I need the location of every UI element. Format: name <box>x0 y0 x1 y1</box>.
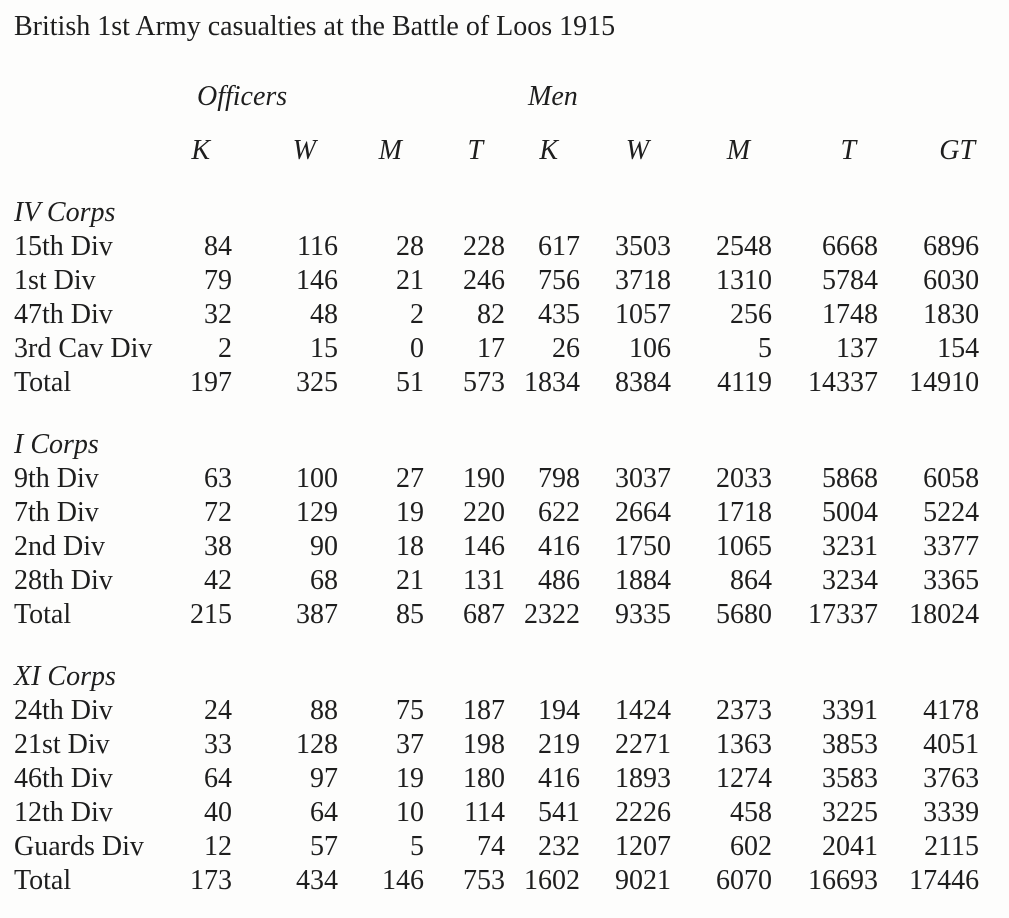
column-header-1-w: W <box>292 135 316 166</box>
cell-value: 6030 <box>923 265 980 296</box>
cell-value: 19 <box>396 497 424 528</box>
table-row <box>14 332 979 366</box>
row-label: 24th Div <box>14 695 113 726</box>
cell-value: 6896 <box>923 231 980 262</box>
row-label: 3rd Cav Div <box>14 333 153 364</box>
cell-value: 154 <box>937 333 980 364</box>
column-header-4-k: K <box>539 135 559 166</box>
cell-value: 197 <box>190 367 232 398</box>
cell-value: 19 <box>396 763 424 794</box>
column-header-5-w: W <box>625 135 650 166</box>
cell-value: 28 <box>396 231 424 262</box>
cell-value: 387 <box>296 599 338 630</box>
cell-value: 198 <box>463 729 506 760</box>
cell-value: 3503 <box>615 231 672 262</box>
spacer-cell <box>14 80 185 114</box>
cell-value: 5 <box>410 831 424 862</box>
cell-value: 5 <box>758 333 773 364</box>
table-row <box>14 830 979 864</box>
cell-value: 2373 <box>716 695 773 726</box>
cell-value: 3037 <box>615 463 672 494</box>
cell-value: 40 <box>204 797 232 828</box>
cell-value: 5784 <box>822 265 879 296</box>
section-header: IV Corps <box>14 197 116 228</box>
cell-value: 21 <box>396 565 424 596</box>
row-label: 7th Div <box>14 497 99 528</box>
cell-value: 51 <box>396 367 424 398</box>
cell-value: 100 <box>296 463 338 494</box>
cell-value: 219 <box>538 729 581 760</box>
cell-value: 6070 <box>716 865 773 896</box>
cell-value: 3231 <box>822 531 879 562</box>
cell-value: 215 <box>190 599 232 630</box>
row-label: Guards Div <box>14 831 144 862</box>
cell-value: 88 <box>310 695 338 726</box>
cell-value: 85 <box>396 599 424 630</box>
cell-value: 1718 <box>716 497 773 528</box>
cell-value: 38 <box>204 531 232 562</box>
cell-value: 97 <box>310 763 338 794</box>
cell-value: 5004 <box>822 497 879 528</box>
cell-value: 1065 <box>716 531 773 562</box>
cell-value: 5868 <box>822 463 879 494</box>
cell-value: 2 <box>410 299 424 330</box>
cell-value: 17 <box>477 333 506 364</box>
row-label: 2nd Div <box>14 531 105 562</box>
cell-value: 8384 <box>615 367 672 398</box>
cell-value: 64 <box>310 797 338 828</box>
group-header-men: Men <box>528 81 578 112</box>
cell-value: 2033 <box>716 463 773 494</box>
cell-value: 1207 <box>615 831 672 862</box>
table-row <box>14 564 979 598</box>
table-row <box>14 864 979 898</box>
cell-value: 68 <box>310 565 338 596</box>
cell-value: 6058 <box>923 463 980 494</box>
cell-value: 9335 <box>615 599 672 630</box>
table-row <box>14 530 979 564</box>
cell-value: 6668 <box>822 231 879 262</box>
cell-value: 10 <box>396 797 424 828</box>
table-body <box>14 168 979 898</box>
cell-value: 116 <box>297 231 338 262</box>
cell-value: 5680 <box>716 599 773 630</box>
cell-value: 753 <box>463 865 506 896</box>
row-label: 21st Div <box>14 729 110 760</box>
cell-value: 79 <box>204 265 232 296</box>
column-header-2-m: M <box>378 135 402 166</box>
cell-value: 131 <box>463 565 506 596</box>
cell-value: 3391 <box>822 695 879 726</box>
cell-value: 486 <box>538 565 581 596</box>
column-header-7-t: T <box>840 135 857 166</box>
cell-value: 416 <box>538 531 581 562</box>
row-label: 47th Div <box>14 299 113 330</box>
cell-value: 137 <box>836 333 879 364</box>
cell-value: 1602 <box>524 865 581 896</box>
cell-value: 325 <box>296 367 338 398</box>
section-row <box>14 168 979 230</box>
table-row <box>14 462 979 496</box>
cell-value: 3763 <box>923 763 980 794</box>
cell-value: 194 <box>538 695 581 726</box>
cell-value: 1274 <box>716 763 773 794</box>
table-row <box>14 694 979 728</box>
cell-value: 146 <box>382 865 424 896</box>
group-header-row <box>14 80 979 114</box>
cell-value: 17446 <box>909 865 980 896</box>
cell-value: 9021 <box>615 865 672 896</box>
cell-value: 17337 <box>808 599 879 630</box>
cell-value: 1310 <box>716 265 773 296</box>
cell-value: 2226 <box>615 797 672 828</box>
cell-value: 2271 <box>615 729 672 760</box>
cell-value: 3853 <box>822 729 879 760</box>
cell-value: 1884 <box>615 565 672 596</box>
cell-value: 2548 <box>716 231 773 262</box>
row-label: 28th Div <box>14 565 113 596</box>
cell-value: 2115 <box>924 831 980 862</box>
cell-value: 1363 <box>716 729 773 760</box>
cell-value: 4051 <box>923 729 980 760</box>
cell-value: 864 <box>730 565 773 596</box>
cell-value: 146 <box>463 531 506 562</box>
cell-value: 180 <box>463 763 506 794</box>
cell-value: 187 <box>463 695 506 726</box>
row-label: Total <box>14 865 72 896</box>
cell-value: 146 <box>296 265 338 296</box>
cell-value: 0 <box>410 333 424 364</box>
cell-value: 1424 <box>615 695 672 726</box>
cell-value: 14337 <box>808 367 879 398</box>
spacer-cell <box>14 114 185 168</box>
row-label: 9th Div <box>14 463 99 494</box>
cell-value: 1830 <box>923 299 980 330</box>
cell-value: 84 <box>204 231 232 262</box>
cell-value: 33 <box>204 729 232 760</box>
cell-value: 16693 <box>808 865 879 896</box>
cell-value: 27 <box>396 463 424 494</box>
cell-value: 4178 <box>923 695 980 726</box>
cell-value: 129 <box>296 497 338 528</box>
group-header-officers: Officers <box>197 81 288 112</box>
table-row <box>14 762 979 796</box>
cell-value: 687 <box>463 599 506 630</box>
cell-value: 106 <box>629 333 672 364</box>
cell-value: 458 <box>730 797 773 828</box>
cell-value: 3339 <box>923 797 980 828</box>
cell-value: 228 <box>463 231 506 262</box>
cell-value: 24 <box>204 695 232 726</box>
table-row <box>14 796 979 830</box>
cell-value: 57 <box>310 831 338 862</box>
cell-value: 5224 <box>923 497 980 528</box>
cell-value: 256 <box>730 299 773 330</box>
cell-value: 1057 <box>615 299 672 330</box>
cell-value: 48 <box>310 299 338 330</box>
section-header: I Corps <box>14 429 99 460</box>
cell-value: 1750 <box>615 531 672 562</box>
cell-value: 14910 <box>909 367 980 398</box>
cell-value: 798 <box>538 463 581 494</box>
row-label: 46th Div <box>14 763 113 794</box>
cell-value: 602 <box>730 831 773 862</box>
cell-value: 2 <box>218 333 232 364</box>
cell-value: 1748 <box>822 299 879 330</box>
section-row <box>14 400 979 462</box>
cell-value: 1834 <box>524 367 581 398</box>
row-label: 1st Div <box>14 265 96 296</box>
cell-value: 82 <box>477 299 506 330</box>
cell-value: 3225 <box>822 797 879 828</box>
row-label: 12th Div <box>14 797 113 828</box>
column-header-8-gt: GT <box>939 135 976 166</box>
cell-value: 416 <box>538 763 581 794</box>
cell-value: 15 <box>310 333 338 364</box>
column-header-row <box>14 114 979 168</box>
cell-value: 541 <box>538 797 581 828</box>
cell-value: 75 <box>396 695 424 726</box>
cell-value: 622 <box>538 497 581 528</box>
cell-value: 18024 <box>909 599 980 630</box>
row-label: Total <box>14 367 72 398</box>
cell-value: 1893 <box>615 763 672 794</box>
column-header-6-m: M <box>726 135 751 166</box>
cell-value: 3377 <box>923 531 980 562</box>
cell-value: 74 <box>477 831 506 862</box>
cell-value: 42 <box>204 565 232 596</box>
cell-value: 756 <box>538 265 581 296</box>
row-label: Total <box>14 599 72 630</box>
row-label: 15th Div <box>14 231 113 262</box>
table-row <box>14 298 979 332</box>
cell-value: 37 <box>396 729 424 760</box>
cell-value: 4119 <box>717 367 773 398</box>
cell-value: 573 <box>463 367 506 398</box>
cell-value: 220 <box>463 497 506 528</box>
cell-value: 435 <box>538 299 581 330</box>
cell-value: 21 <box>396 265 424 296</box>
cell-value: 63 <box>204 463 232 494</box>
section-header: XI Corps <box>14 661 116 692</box>
cell-value: 114 <box>464 797 506 828</box>
cell-value: 72 <box>204 497 232 528</box>
column-header-3-t: T <box>467 135 484 166</box>
column-header-0-k: K <box>191 135 210 166</box>
cell-value: 232 <box>538 831 581 862</box>
cell-value: 26 <box>552 333 581 364</box>
table-row <box>14 598 979 632</box>
cell-value: 128 <box>296 729 338 760</box>
section-row <box>14 632 979 694</box>
table-row <box>14 230 979 264</box>
cell-value: 190 <box>463 463 506 494</box>
cell-value: 3365 <box>923 565 980 596</box>
cell-value: 12 <box>204 831 232 862</box>
table-header <box>14 80 979 168</box>
cell-value: 2322 <box>524 599 581 630</box>
cell-value: 3583 <box>822 763 879 794</box>
table-row <box>14 728 979 762</box>
cell-value: 617 <box>538 231 581 262</box>
cell-value: 3718 <box>615 265 672 296</box>
cell-value: 32 <box>204 299 232 330</box>
cell-value: 2041 <box>822 831 879 862</box>
cell-value: 434 <box>296 865 338 896</box>
table-row <box>14 496 979 530</box>
cell-value: 246 <box>463 265 506 296</box>
casualties-table <box>14 80 979 898</box>
cell-value: 3234 <box>822 565 879 596</box>
cell-value: 90 <box>310 531 338 562</box>
cell-value: 18 <box>396 531 424 562</box>
page-title: British 1st Army casualties at the Battle of Loos 1915 <box>14 11 616 42</box>
cell-value: 2664 <box>615 497 672 528</box>
cell-value: 173 <box>190 865 232 896</box>
table-row <box>14 366 979 400</box>
table-row <box>14 264 979 298</box>
cell-value: 64 <box>204 763 232 794</box>
